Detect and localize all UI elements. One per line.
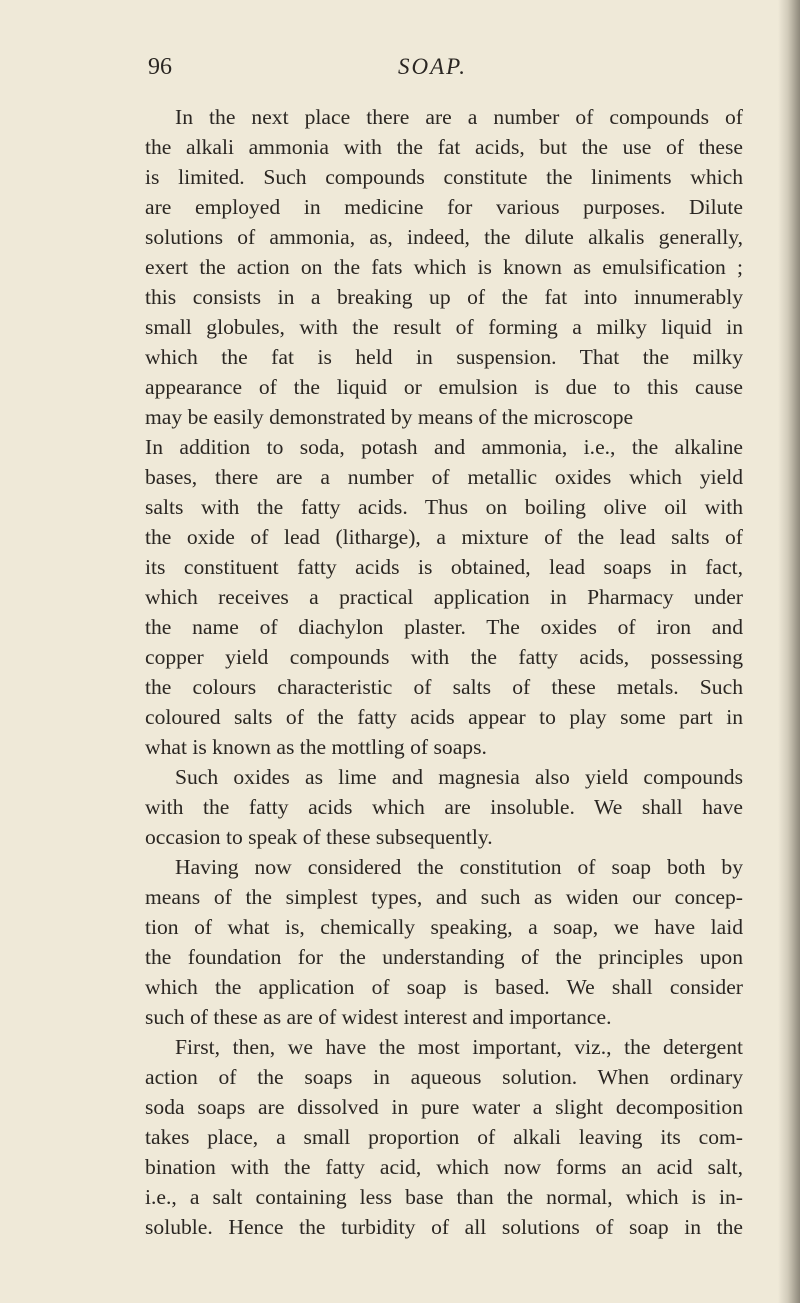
body-text	[145, 102, 743, 1242]
text-line: Having now considered the constitution of soap both by	[175, 855, 743, 879]
text-line: occasion to speak of these subsequently.	[145, 825, 493, 849]
text-line: In addition to soda, potash and ammonia, i.e., the alkaline	[145, 435, 743, 459]
text-line: solutions of ammonia, as, indeed, the dilute alkalis generally,	[145, 225, 743, 249]
text-line: small globules, with the result of forming a milky liquid in	[145, 315, 743, 339]
text-line: bases, there are a number of metallic oxides which yield	[145, 465, 743, 489]
text-line: bination with the fatty acid, which now forms an acid salt,	[145, 1155, 743, 1179]
text-line: its constituent fatty acids is obtained, lead soaps in fact,	[145, 555, 743, 579]
text-line: exert the action on the fats which is known as emulsification ;	[145, 255, 743, 279]
running-head: SOAP.	[398, 54, 467, 79]
text-line: coloured salts of the fatty acids appear to play some part in	[145, 705, 743, 729]
text-line: the foundation for the understanding of the principles upon	[145, 945, 743, 969]
text-line: which the fat is held in suspension. That the milky	[145, 345, 743, 369]
text-line: copper yield compounds with the fatty acids, possessing	[145, 645, 743, 669]
text-line: means of the simplest types, and such as widen our concep-	[145, 885, 743, 909]
text-line: the oxide of lead (litharge), a mixture of the lead salts of	[145, 525, 743, 549]
text-line: Such oxides as lime and magnesia also yield compounds	[175, 765, 743, 789]
text-line: In the next place there are a number of compounds of	[175, 105, 743, 129]
text-line: what is known as the mottling of soaps.	[145, 735, 487, 759]
text-line: action of the soaps in aqueous solution. When ordinary	[145, 1065, 743, 1089]
text-line: i.e., a salt containing less base than the normal, which is in-	[145, 1185, 743, 1209]
text-line: such of these as are of widest interest and importance.	[145, 1005, 612, 1029]
page-number: 96	[148, 54, 172, 80]
text-line: are employed in medicine for various purposes. Dilute	[145, 195, 743, 219]
text-line: is limited. Such compounds constitute the liniments which	[145, 165, 743, 189]
text-line: appearance of the liquid or emulsion is due to this cause	[145, 375, 743, 399]
text-line: which receives a practical application in Pharmacy under	[145, 585, 743, 609]
text-line: takes place, a small proportion of alkali leaving its com-	[145, 1125, 743, 1149]
text-line: with the fatty acids which are insoluble. We shall have	[145, 795, 743, 819]
page-header	[0, 52, 800, 86]
text-line: tion of what is, chemically speaking, a soap, we have laid	[145, 915, 743, 939]
text-line: the alkali ammonia with the fat acids, but the use of these	[145, 135, 743, 159]
page-edge-shadow	[778, 0, 800, 1303]
text-line: may be easily demonstrated by means of the microscope	[145, 405, 634, 429]
text-line: soda soaps are dissolved in pure water a slight decomposition	[145, 1095, 743, 1119]
text-line: soluble. Hence the turbidity of all solutions of soap in the	[145, 1215, 743, 1239]
text-line: the colours characteristic of salts of these metals. Such	[145, 675, 743, 699]
text-line: the name of diachylon plaster. The oxides of iron and	[145, 615, 743, 639]
text-line: First, then, we have the most important, viz., the detergent	[175, 1035, 743, 1059]
text-line: this consists in a breaking up of the fat into innumerably	[145, 285, 743, 309]
text-line: which the application of soap is based. We shall consider	[145, 975, 743, 999]
text-line: salts with the fatty acids. Thus on boiling olive oil with	[145, 495, 743, 519]
